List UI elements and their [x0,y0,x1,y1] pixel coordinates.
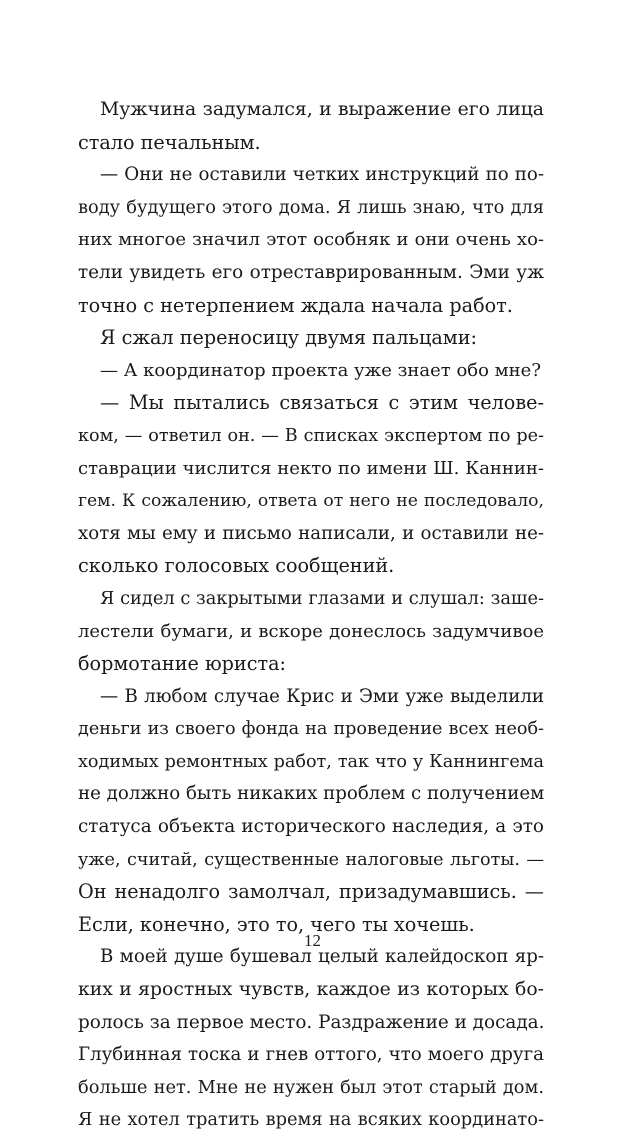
text-line: статуса объекта исторического наследия, а это [78,816,544,838]
page-number: 12 [304,931,321,950]
text-line: Мужчина задумался, и выражение его лица [100,99,544,120]
text-line: ставрации числится некто по имени Ш. Каннин- [78,457,544,479]
text-line: ком, — ответил он. — В списках экспертом по ре- [78,425,544,446]
text-line: ролось за первое место. Раздражение и досада. [78,1011,545,1033]
text-line: лестели бумаги, и вскоре донеслось задумчивое [78,620,544,642]
text-line: — Они не оставили четких инструкций по по- [100,164,544,186]
text-line: не должно быть никаких проблем с получением [78,783,545,805]
text-line: хотя мы ему и письмо написали, и оставили не- [78,522,544,544]
text-line: Я не хотел тратить время на всяких координато- [78,1109,544,1131]
text-line: ходимых ремонтных работ, так что у Каннингема [78,751,544,772]
text-line: — Мы пытались связаться с этим челове- [100,391,544,415]
text-line: воду будущего этого дома. Я лишь знаю, что для [78,196,544,218]
text-line: больше нет. Мне не нужен был этот старый дом. [78,1076,544,1098]
text-line: бормотание юриста: [78,652,286,676]
text-line: гем. К сожалению, ответа от него не последовало, [78,491,544,512]
text-line: — В любом случае Крис и Эми уже выделили [100,685,544,707]
text-line: Глубинная тоска и гнев оттого, что моего друга [78,1044,544,1066]
text-line: деньги из своего фонда на проведение всех необ- [78,719,544,740]
text-line: точно с нетерпением ждала начала работ. [78,293,513,317]
text-line: В моей душе бушевал целый калейдоскоп яр- [100,946,544,968]
text-line: уже, считай, существенные налоговые льготы. — [78,849,544,870]
text-line: тели увидеть его отреставрированным. Эми уж [78,261,544,283]
text-line: Если, конечно, это то, чего ты хочешь. [78,912,475,936]
text-line: стало печальным. [78,130,261,154]
text-line: Я сидел с закрытыми глазами и слушал: заше- [100,587,544,609]
text-line: Я сжал переносицу двумя пальцами: [100,326,477,350]
text-line: — А координатор проекта уже знает обо мне? [100,359,541,381]
text-line: ких и яростных чувств, каждое из которых бо- [78,979,544,1001]
text-line: сколько голосовых сообщений. [78,554,395,578]
text-line: них многое значил этот особняк и они очень хо- [78,229,544,251]
book-page-text [78,94,544,1137]
text-line: Он ненадолго замолчал, призадумавшись. — [78,880,544,904]
